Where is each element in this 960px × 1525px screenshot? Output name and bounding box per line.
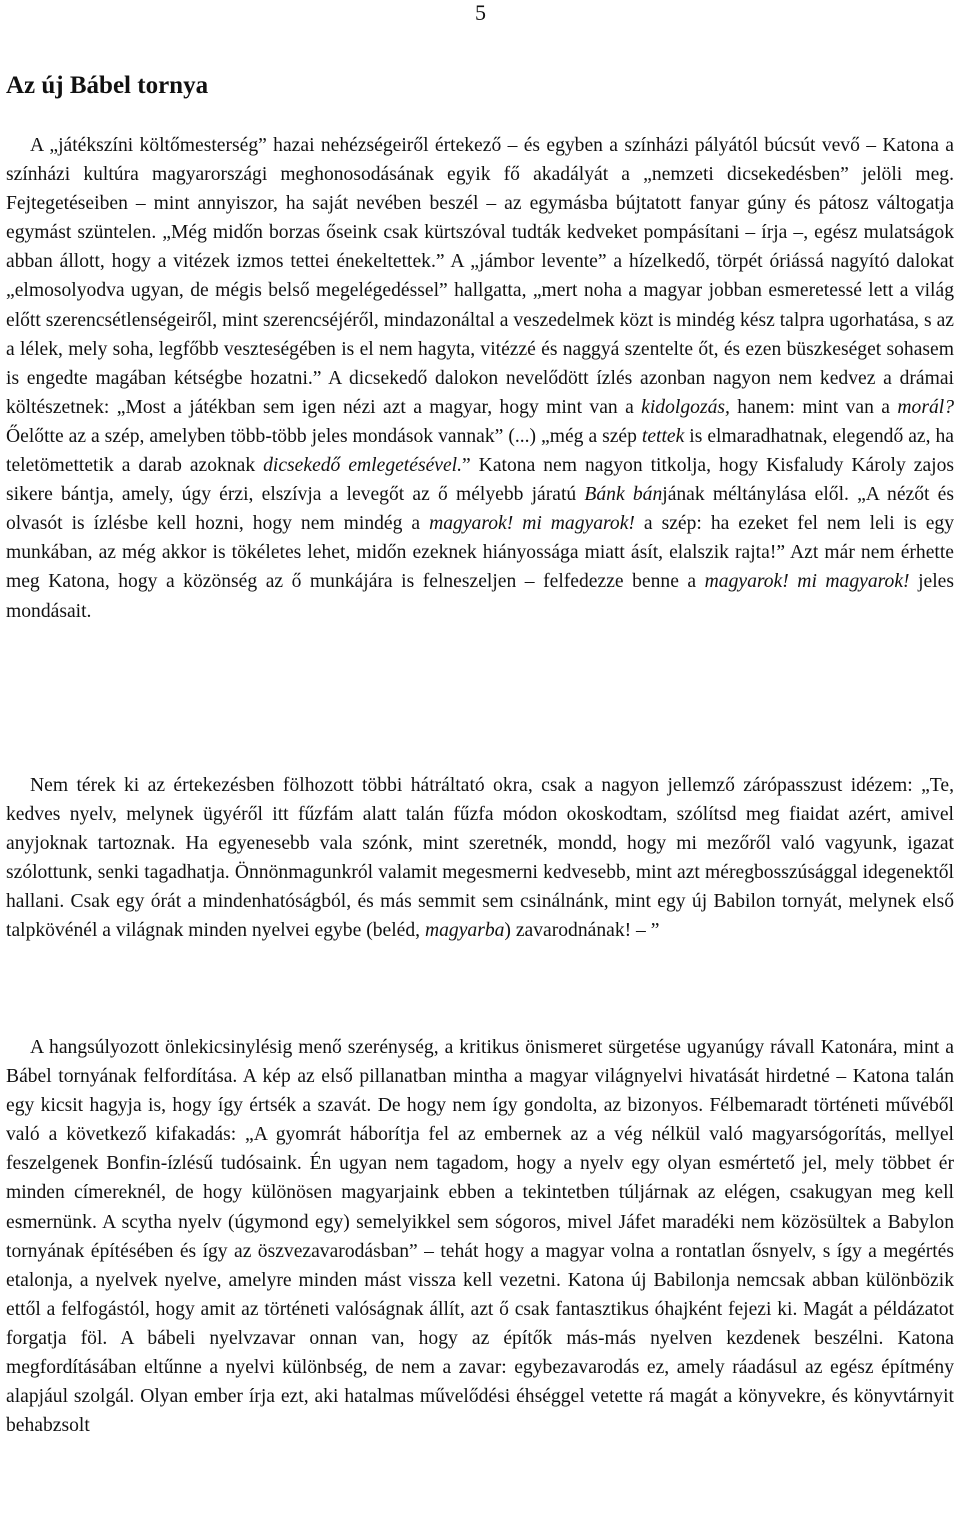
paragraph-2 [6, 771, 954, 946]
text-run: A hangsúlyozott önlekicsinylésig menő szerénység, a kritikus önismeret sürgetése ugyanúgy rávall Katonára, mint a Bábel tornyának felfordítása. A kép az első pillanatban mintha a magyar világnyelvi hivatását hirdetné – Katona talán egy kicsit hagyja is, hogy így értsék a szavát. De hogy nem így gondolta, az bizonyos. Félbemaradt történeti művéből való a következő kifakadás: „A gyomrát háborítja fel az embernek az a vég nélkül való magyarsógorítás, mellyel feszelgenek Bonfin-ízlésű tudósaink. Én ugyan nem tagadom, hogy a nyelv egy olyan esmértető jel, mely többet ér minden címereknél, de hogy különösen magyarjaink ebben a tekintetben túljárnak az elégen, csakugyan meg kell esmernünk. A scytha nyelv (úgymond egy) semelyikkel sem sógoros, mivel Jáfet maradéki nem közösültek a Babylon tornyának építésében és így az öszvezavarodásban” – tehát hogy a magyar volna a rontatlan ősnyelv, s így a megértés etalonja, a nyelvek nyelve, amelyre minden mást vissza kell vezetni. Katona új Babilonja nemcsak abban különbözik ettől a felfogástól, hogy amit az történeti valóságnak állít, azt ő csak fantasztikus óhajként fejezi ki. Magát a példázatot forgatja föl. A bábeli nyelvzavar onnan van, hogy az építők más-más nyelven kezdenek beszélni. Katona megfordításában eltűnne a nyelvi különbség, de nem a zavar: egybezavarodás ez, amely ráadásul az egész építmény alapjául szolgál. Olyan ember írja ezt, aki hatalmas művelődési éhséggel vetette rá magát a könyvekre, és könyvtárnyit behabzsolt [6, 1037, 954, 1437]
italic-text-run: dicsekedő emlegetésével. [263, 455, 463, 477]
italic-text-run: kidolgozás, [641, 396, 730, 418]
chapter-title: Az új Bábel tornya [6, 72, 209, 99]
italic-text-run: tettek [641, 425, 685, 447]
text-run: jának méltánylása elől. „A nézőt és olvasót is ízlésbe kell hozni, hogy nem mindég a [6, 484, 954, 535]
paragraph-3 [6, 1033, 954, 1440]
text-run: ) zavarodnának! – ” [504, 920, 660, 942]
text-run: Őelőtte az a szép, amelyben több-több jeles mondások vannak” (...) „még a szép [6, 425, 642, 447]
italic-text-run: morál? [897, 396, 954, 418]
text-run: A „játékszíni költőmesterség” hazai nehézségeiről értekező – és egyben a színházi pályától búcsút vevő – Katona a színházi kultúra magyarországi meghonosodásának egyik fő akadályát a „nemzeti dicsekedésben” jelöli meg. Fejtegetéseiben – mint annyiszor, ha saját nevében beszél – az egymásba bújtatott fanyar gúny és pátosz váltogatja egymást szüntelen. „Még midőn borzas őseink csak kürtszóval tudták kedveket pompásítani – írja –, egész mulatságok abban állott, hogy a vitézek izmos tettei énekeltettek.” A „jámbor levente” a hízelkedő, törpét óriássá nagyító dalokat „elmosolyodva ugyan, de mégis belső megelégedéssel” hallgatta, „mert noha a magyar jobban esmeretessé lett a világ előtt szerencsétlenségeiről, mint szerencséjéről, mindazonáltal a veszedelmek közt is mindég kész talpra ugorhatása, s az a lélek, mely soha, legfőbb veszteségében is el nem hagyta, vitézzé és naggyá szentelte őt, és ezen büszkeséget sohasem is engedte magában kétségbe hozatni.” A dicsekedő dalokon nevelődött ízlés azonban nagyon nem kedvez a drámai költészetnek: „Most a játékban sem igen nézi azt a magyar, hogy mint van a [6, 135, 954, 418]
text-run: a szép: ha ezeket fel nem leli is egy munkában, az még akkor is tökéletes lehet, midőn ezeknek hiányossága miatt ásít, elalszik rajta!” Azt már nem érhette meg Katona, hogy a közönség az ő munkájára is felneszeljen – felfedezze benne a [6, 513, 954, 593]
text-run: ” Katona nem nagyon titkolja, hogy Kisfaludy Károly zajos sikere bántja, amely, úgy érzi, elszívja a levegőt az ő mélyebb járatú [6, 455, 955, 506]
text-run: jeles mondásait. [6, 571, 955, 622]
text-run: Nem térek ki az értekezésben fölhozott többi hátráltató okra, csak a nagyon jellemző zárópasszust idézem: „Te, kedves nyelv, melynek ügyéről itt fűzfám alatt talán fűzfa módon okoskodtam, szólítsd meg fiaidat azért, amivel anyjoknak tartoznak. Ha egyenesebb vala szónk, mint szeretnék, mondd, hogy mi mezőről való vagyunk, igazat szólottunk, senki tagadhatja. Önnönmagunkról valamit megesmerni kedvesebb, mint azt méregbosszúsággal idegenektől hallani. Csak egy órát a mindenhatóságból, és más semmit sem csinálnánk, mint egy új Babilon tornyát, melynek első talpkövénél a világnak minden nyelvei egybe (beléd, [6, 775, 954, 942]
page-number: 5 [475, 0, 486, 25]
text-run: is elmaradhatnak, elegendő az, ha teletömettetik a darab azoknak [6, 425, 954, 477]
text-run: hanem: mint van a [729, 396, 898, 418]
italic-text-run: magyarok! mi magyarok! [429, 513, 635, 535]
italic-text-run: magyarba [424, 920, 505, 942]
paragraph-1 [6, 131, 954, 626]
italic-text-run: magyarok! mi magyarok! [704, 571, 910, 593]
italic-text-run: Bánk bán [584, 484, 663, 506]
